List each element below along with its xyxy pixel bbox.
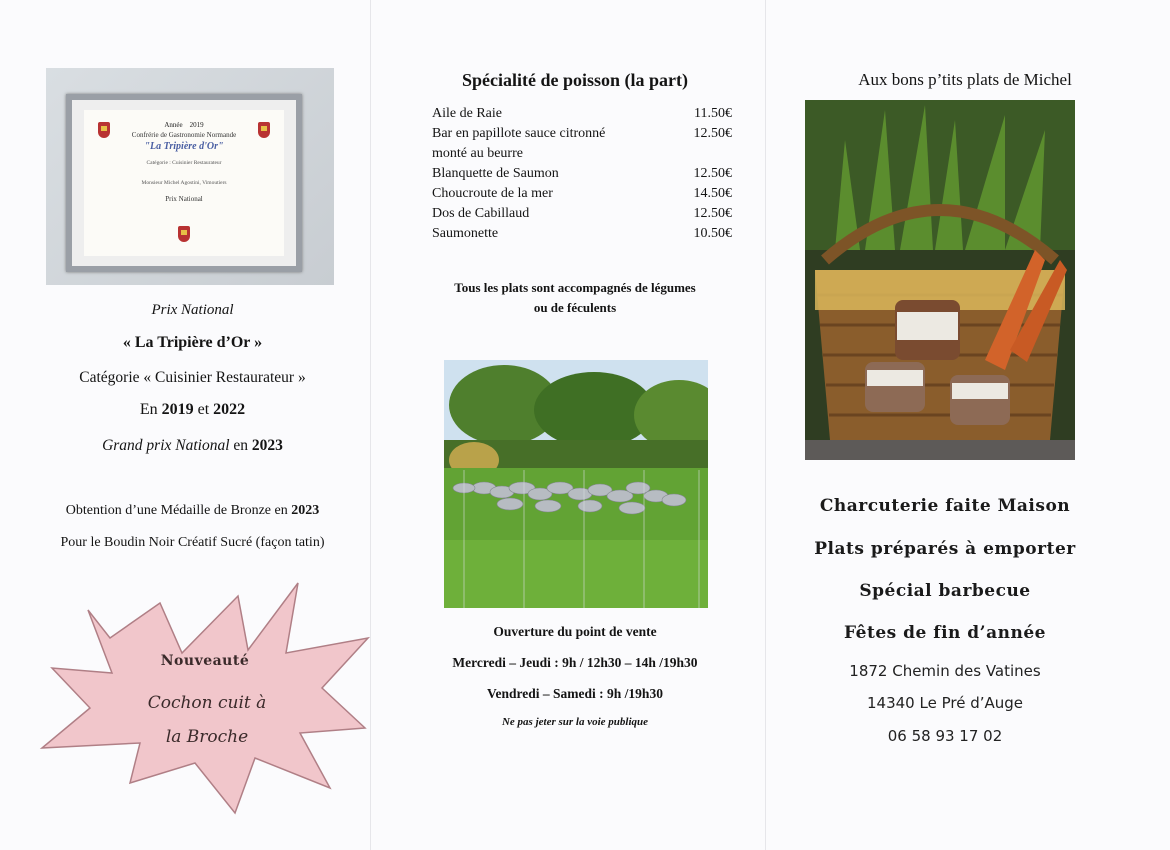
hours-wed-thu: Mercredi – Jeudi : 9h / 12h30 – 14h /19h30: [452, 655, 698, 670]
certificate-year-label: Année: [164, 121, 183, 129]
disclaimer: Ne pas jeter sur la voie publique: [501, 716, 649, 728]
crest-icon: [98, 122, 110, 138]
menu-row: Choucroute de la mer 14.50€: [432, 186, 732, 201]
menu-row: Blanquette de Saumon 12.50€: [432, 166, 732, 181]
panel-awards: [20, 0, 365, 850]
award-name: « La Tripière d’Or »: [122, 334, 263, 351]
address-street: 1872 Chemin des Vatines: [849, 662, 1041, 680]
menu-row: Saumonette 10.50€: [432, 226, 732, 241]
certificate-laureate: Monsieur Michel Agostini, Vimoutiers: [141, 180, 227, 186]
certificate: [84, 110, 284, 256]
starburst-line1: Cochon cuit à: [147, 693, 267, 713]
menu-row: Aile de Raie 11.50€: [432, 106, 732, 121]
medal-line: Obtention d’une Médaille de Bronze en 2023: [65, 503, 320, 518]
prix-national-label: Prix National: [151, 302, 234, 318]
opening-title: Ouverture du point de vente: [493, 624, 657, 639]
boudin-line: Pour le Boudin Noir Créatif Sucré (façon tatin): [60, 535, 325, 550]
grand-prix-line: Grand prix National en 2023: [102, 437, 283, 454]
crest-icon: [178, 226, 190, 242]
certificate-prize: Prix National: [165, 195, 203, 203]
award-years: En 2019 et 2022: [139, 401, 246, 418]
basket-photo: [805, 100, 1075, 460]
certificate-category: Catégorie : Cuisinier Restaurateur: [146, 160, 222, 166]
service-fetes: Fêtes de fin d’année: [844, 623, 1046, 643]
certificate-title: "La Tripière d'Or": [144, 141, 224, 152]
accompaniment-note: Tous les plats sont accompagnés de légumes ou de féculents: [454, 280, 696, 315]
hours-fri-sat: Vendredi – Samedi : 9h /19h30: [487, 686, 663, 701]
menu-row: Bar en papillote sauce citronné monté au beurre 12.50€: [432, 126, 732, 161]
geese-photo: [444, 360, 708, 608]
starburst-line2: la Broche: [165, 727, 249, 747]
panel-contact: [785, 0, 1145, 850]
service-charcuterie: Charcuterie faite Maison: [819, 496, 1071, 516]
crest-icon: [258, 122, 270, 138]
award-category: Catégorie « Cuisinier Restaurateur »: [79, 369, 306, 386]
starburst-title: Nouveauté: [160, 653, 250, 669]
certificate-year: 2019: [189, 121, 204, 129]
address-city: 14340 Le Pré d’Auge: [867, 694, 1023, 712]
menu-row: Dos de Cabillaud 12.50€: [432, 206, 732, 221]
certificate-photo: [46, 68, 334, 285]
fish-menu: [432, 104, 732, 244]
service-barbecue: Spécial barbecue: [859, 581, 1031, 601]
business-heading: Aux bons p’tits plats de Michel: [858, 70, 1072, 89]
certificate-header: Confrérie de Gastronomie Normande: [131, 131, 237, 139]
panel-menu: [380, 0, 760, 850]
certificate-frame: [66, 94, 302, 272]
phone-number: 06 58 93 17 02: [887, 727, 1003, 745]
menu-heading: Spécialité de poisson (la part): [461, 70, 688, 90]
service-plats: Plats préparés à emporter: [814, 539, 1076, 559]
